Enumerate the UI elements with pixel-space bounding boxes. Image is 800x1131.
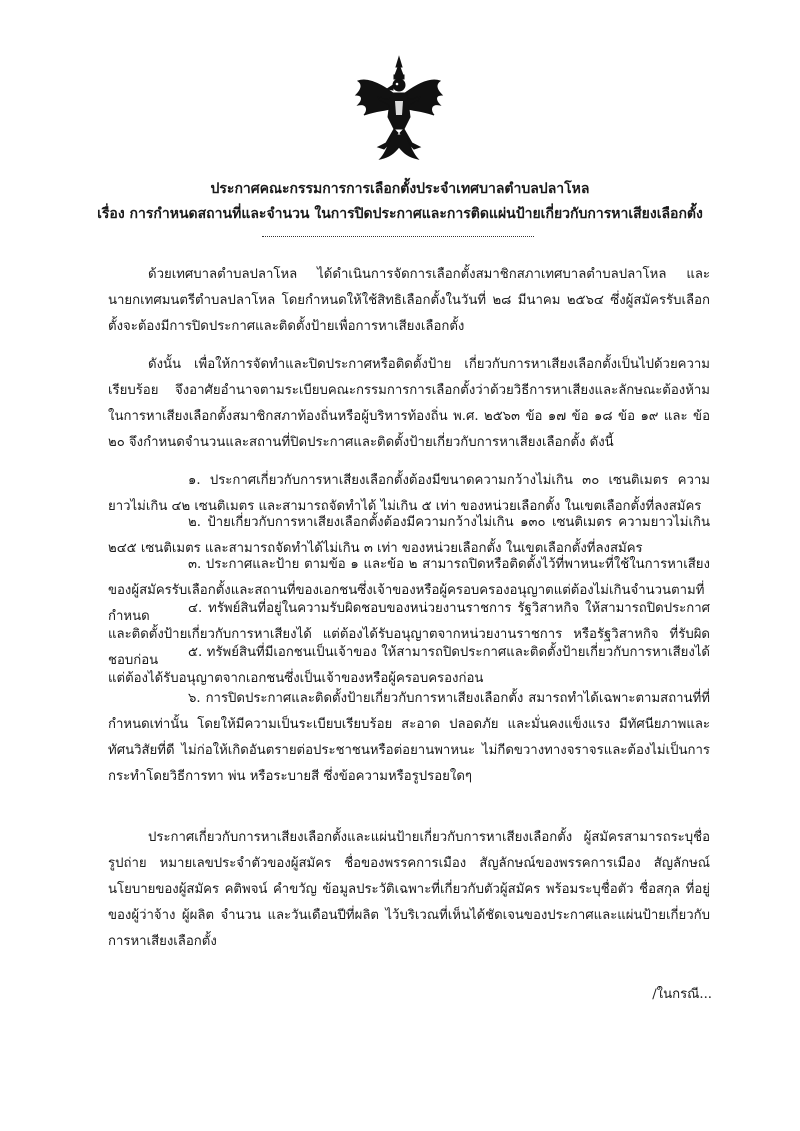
continuation-note: /ในกรณี... (652, 987, 712, 1002)
announcement-title: ประกาศคณะกรรมการการเลือกตั้งประจำเทศบาลตำบลปลาโหล (210, 181, 590, 197)
item-text: ประกาศและป้าย ตามข้อ ๑ และข้อ ๒ สามารถปิดหรือติดตั้งไว้ที่พาหนะที่ใช้ในการหาเสียงของผู้สมัครรับเลือกตั้งและสถานที่ของเอกชนซึ่งเจ้าของหรือผู้ครอบครองอนุญาตแต่ต้องไม่เกินจำนวนตามที่กำหนด (108, 557, 710, 624)
item-number: ๑. (188, 473, 201, 488)
intro-paragraph: ด้วยเทศบาลตำบลปลาโหล ได้ดำเนินการจัดการเลือกตั้งสมาชิกสภาเทศบาลตำบลปลาโหล และนายกเทศมนตรีตำบลปลาโหล โดยกำหนดให้ใช้สิทธิเลือกตั้งในวันที่ ๒๘ มีนาคม ๒๕๖๔ ซึ่งผู้สมัครรับเลือกตั้งจะต้องมีการปิดประกาศและติดตั้งป้ายเพื่อการหาเสียงเลือกตั้ง (108, 267, 710, 334)
announcement-subject: เรื่อง การกำหนดสถานที่และจำนวน ในการปิดประกาศและการติดแผ่นป้ายเกี่ยวกับการหาเสียงเลือกตั้ง (97, 206, 703, 222)
item-text: ป้ายเกี่ยวกับการหาเสียงเลือกตั้งต้องมีความกว้างไม่เกิน ๑๓๐ เซนติเมตร ความยาวไม่เกิน ๒๔๕ เซนติเมตร และสามารถจัดทำได้ไม่เกิน ๓ เท่า ของหน่วยเลือกตั้ง ในเขตเลือกตั้งที่ลงสมัคร (108, 515, 710, 556)
item-number: ๖. (188, 691, 201, 706)
authority-paragraph: ดังนั้น เพื่อให้การจัดทำและปิดประกาศหรือติดตั้งป้าย เกี่ยวกับการหาเสียงเลือกตั้งเป็นไปด้วยความเรียบร้อย จึงอาศัยอำนาจตามระเบียบคณะกรรมการการเลือกตั้งว่าด้วยวิธีการหาเสียงและลักษณะต้องห้ามในการหาเสียงเลือกตั้งสมาชิกสภาท้องถิ่นหรือผู้บริหารท้องถิ่น พ.ศ. ๒๕๖๓ ข้อ ๑๗ ข้อ ๑๘ ข้อ ๑๙ และ ข้อ ๒๐ จึงกำหนดจำนวนและสถานที่ปิดประกาศและติดตั้งป้ายเกี่ยวกับการหาเสียงเลือกตั้ง ดังนี้ (108, 357, 710, 450)
item-number: ๓. (188, 557, 202, 572)
item-number: ๔. (188, 601, 203, 616)
item-text: ทรัพย์สินที่มีเอกชนเป็นเจ้าของ ให้สามารถปิดประกาศและติดตั้งป้ายเกี่ยวกับการหาเสียงได้ แต่ต้องได้รับอนุญาตจากเอกชนซึ่งเป็นเจ้าของหรือผู้ครอบครองก่อน (108, 645, 710, 686)
item-text: ประกาศเกี่ยวกับการหาเสียงเลือกตั้งต้องมีขนาดความกว้างไม่เกิน ๓๐ เซนติเมตร ความยาวไม่เกิน ๔๒ เซนติเมตร และสามารถจัดทำได้ ไม่เกิน ๕ เท่า ของหน่วยเลือกตั้ง ในเขตเลือกตั้งที่ลงสมัคร (108, 473, 710, 514)
title-divider (262, 236, 534, 237)
closing-paragraph: ประกาศเกี่ยวกับการหาเสียงเลือกตั้งและแผ่นป้ายเกี่ยวกับการหาเสียงเลือกตั้ง ผู้สมัครสามารถระบุชื่อ รูปถ่าย หมายเลขประจำตัวของผู้สมัคร ชื่อของพรรคการเมือง สัญลักษณ์ของพรรคการเมือง สัญลักษณ์นโยบายของผู้สมัคร คติพจน์ คำขวัญ ข้อมูลประวัติเฉพาะที่เกี่ยวกับตัวผู้สมัคร พร้อมระบุชื่อตัว ชื่อสกุล ที่อยู่ ของผู้ว่าจ้าง ผู้ผลิต จำนวน และวันเดือนปีที่ผลิต ไว้บริเวณที่เห็นได้ชัดเจนของประกาศและแผ่นป้ายเกี่ยวกับการหาเสียงเลือกตั้ง (108, 830, 710, 949)
item-number: ๕. (188, 645, 203, 660)
garuda-emblem-icon (354, 55, 444, 163)
list-item (108, 686, 710, 790)
item-number: ๒. (188, 515, 201, 530)
item-text: ทรัพย์สินที่อยู่ในความรับผิดชอบของหน่วยงานราชการ รัฐวิสาหกิจ ให้สามารถปิดประกาศและติดตั้งป้ายเกี่ยวกับการหาเสียงได้ แต่ต้องได้รับอนุญาตจากหน่วยงานราชการ หรือรัฐวิสาหกิจ ที่รับผิดชอบก่อน (108, 601, 710, 668)
item-text: การปิดประกาศและติดตั้งป้ายเกี่ยวกับการหาเสียงเลือกตั้ง สมารถทำได้เฉพาะตามสถานที่ที่กำหนดเท่านั้น โดยให้มีความเป็นระเบียบเรียบร้อย สะอาด ปลอดภัย และมั่นคงแข็งแรง มีทัศนียภาพและทัศนวิสัยที่ดี ไม่ก่อให้เกิดอันตรายต่อประชาชนหรือต่อยานพาหนะ ไม่กีดขวางทางจราจรและต้องไม่เป็นการกระทำโดยวิธีการทา พ่น หรือระบายสี ซึ่งข้อความหรือรูปรอยใดๆ (108, 691, 710, 784)
list-item (108, 640, 710, 692)
